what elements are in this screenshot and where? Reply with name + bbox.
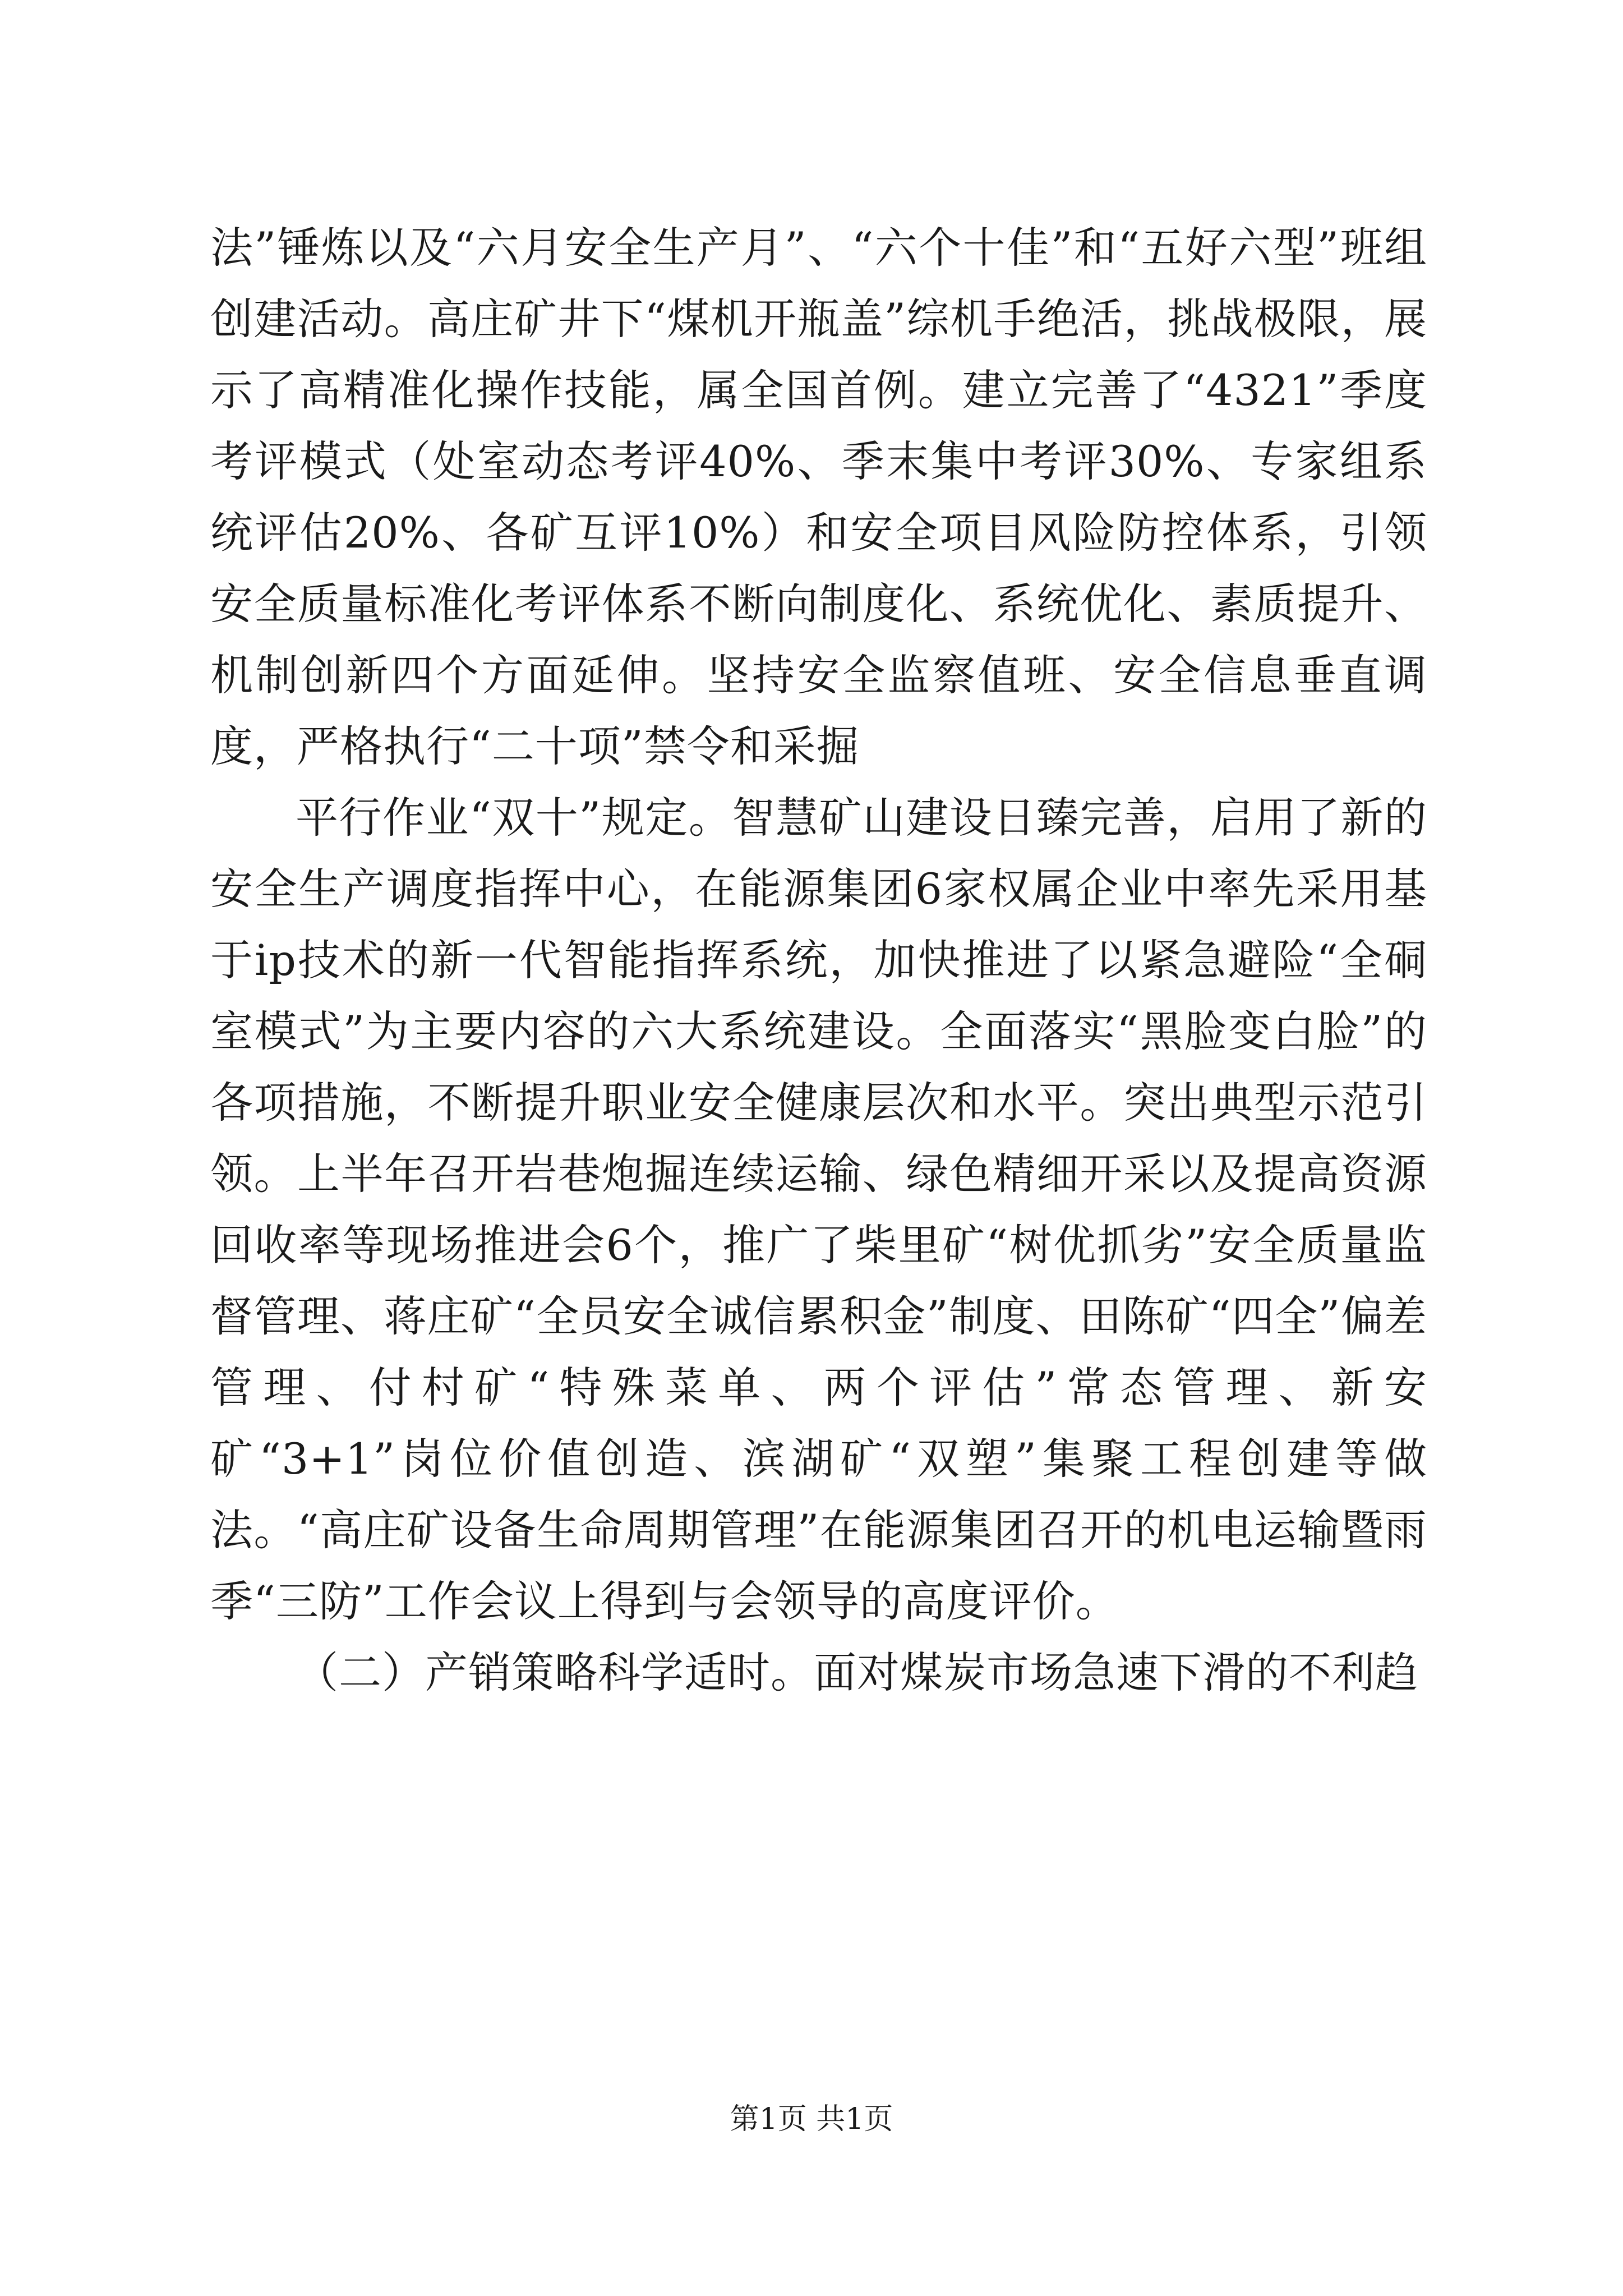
paragraph-2: 平行作业“双十”规定。智慧矿山建设日臻完善，启用了新的安全生产调度指挥中心，在能源集团6家权属企业中率先采用基于ip技术的新一代智能指挥系统，加快推进了以紧急避险“全硐室模式”为主要内容的六大系统建设。全面落实“黑脸变白脸”的各项措施，不断提升职业安全健康层次和水平。突出典型示范引领。上半年召开岩巷炮掘连续运输、绿色精细开采以及提高资源回收率等现场推进会6个，推广了柴里矿“树优抓劣”安全质量监督管理、蒋庄矿“全员安全诚信累积金”制度、田陈矿“四全”偏差管理、付村矿“特殊菜单、两个评估”常态管理、新安矿“3+1”岗位价值创造、滨湖矿“双塑”集聚工程创建等做法。“高庄矿设备生命周期管理”在能源集团召开的机电运输暨雨季“三防”工作会议上得到与会领导的高度评价。	[210, 793, 1427, 1626]
page-number: 第1页 共1页	[730, 2102, 893, 2136]
paragraph-3: （二）产销策略科学适时。面对煤炭市场急速下滑的不利趋	[296, 1648, 1418, 1697]
document-body	[210, 212, 1427, 1708]
paragraph-1: 法”锤炼以及“六月安全生产月”、“六个十佳”和“五好六型”班组创建活动。高庄矿井下“煤机开瓶盖”综机手绝活，挑战极限，展示了高精准化操作技能，属全国首例。建立完善了“4321”季度考评模式（处室动态考评40%、季末集中考评30%、专家组系统评估20%、各矿互评10%）和安全项目风险防控体系，引领安全质量标准化考评体系不断向制度化、系统优化、素质提升、机制创新四个方面延伸。坚持安全监察值班、安全信息垂直调度，严格执行“二十项”禁令和采掘	[210, 223, 1427, 771]
